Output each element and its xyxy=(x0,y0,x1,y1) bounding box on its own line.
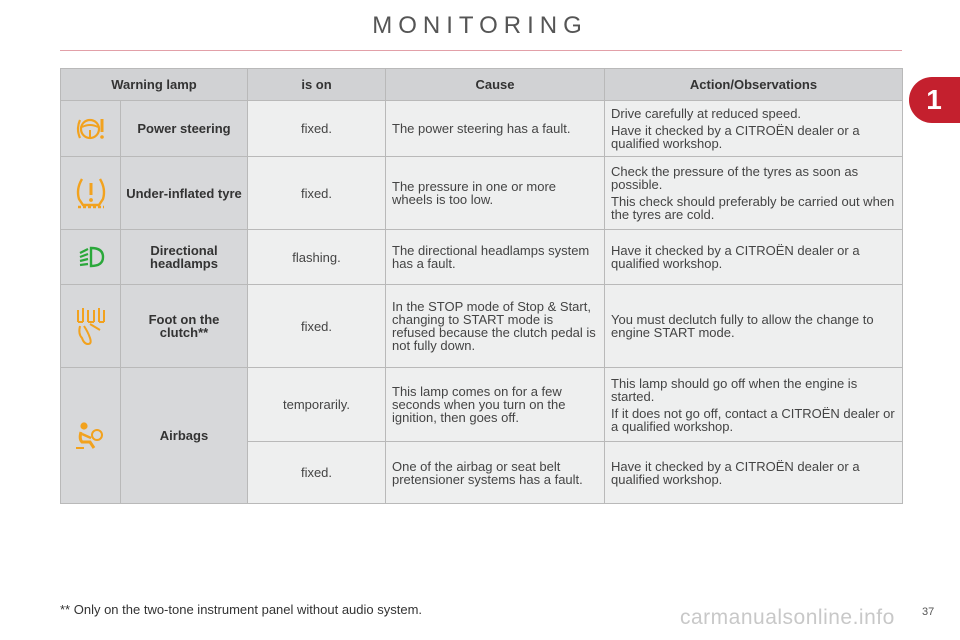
action-line: Have it checked by a CITROËN dealer or a qualified workshop. xyxy=(611,458,860,487)
lamp-icon-cell xyxy=(61,101,121,157)
lamp-icon-cell xyxy=(61,368,121,504)
lamp-label: Under-inflated tyre xyxy=(121,157,248,230)
header-cause: Cause xyxy=(386,69,605,101)
table-row xyxy=(61,230,903,285)
cause-text: The pressure in one or more wheels is too low. xyxy=(386,157,605,230)
is-on-value: flashing. xyxy=(248,230,386,285)
lamp-label: Airbags xyxy=(121,368,248,504)
action-text xyxy=(605,368,903,442)
airbag-icon xyxy=(62,421,119,451)
steering-wheel-warning-icon xyxy=(62,114,119,144)
table-header-row xyxy=(61,69,903,101)
is-on-value: fixed. xyxy=(248,442,386,504)
action-line: If it does not go off, contact a CITROËN dealer or a qualified workshop. xyxy=(611,405,895,434)
header-warning-lamp: Warning lamp xyxy=(61,69,248,101)
action-line: This lamp should go off when the engine is started. xyxy=(611,375,858,404)
lamp-label: Power steering xyxy=(121,101,248,157)
page-title: MONITORING xyxy=(372,12,588,39)
action-text xyxy=(605,285,903,368)
action-line: You must declutch fully to allow the change to engine START mode. xyxy=(611,312,874,340)
action-text xyxy=(605,157,903,230)
cause-text: This lamp comes on for a few seconds when you turn on the ignition, then goes off. xyxy=(386,368,605,442)
footnote: ** Only on the two-tone instrument panel without audio system. xyxy=(60,602,423,617)
foot-on-clutch-icon xyxy=(62,304,119,348)
tyre-pressure-warning-icon xyxy=(62,175,119,211)
lamp-label: Foot on the clutch** xyxy=(121,285,248,368)
lamp-label: Directional headlamps xyxy=(121,230,248,285)
table-row xyxy=(61,285,903,368)
is-on-value: fixed. xyxy=(248,101,386,157)
warning-lamp-table xyxy=(60,68,903,504)
table-row xyxy=(61,368,903,442)
cause-text: In the STOP mode of Stop & Start, changing to START mode is refused because the clutch pedal is not fully down. xyxy=(386,285,605,368)
action-line: Check the pressure of the tyres as soon as possible. xyxy=(611,164,859,192)
is-on-value: temporarily. xyxy=(248,368,386,442)
watermark: carmanualsonline.info xyxy=(680,606,895,629)
action-line: This check should preferably be carried out when the tyres are cold. xyxy=(611,194,895,222)
lamp-icon-cell xyxy=(61,285,121,368)
chapter-number: 1 xyxy=(926,84,942,115)
lamp-icon-cell xyxy=(61,230,121,285)
cause-text: The directional headlamps system has a fault. xyxy=(386,230,605,285)
header-action: Action/Observations xyxy=(605,69,903,101)
table-row xyxy=(61,157,903,230)
directional-headlamp-icon xyxy=(62,245,119,269)
cause-text: The power steering has a fault. xyxy=(386,101,605,157)
action-text xyxy=(605,442,903,504)
title-divider xyxy=(60,50,902,51)
lamp-icon-cell xyxy=(61,157,121,230)
action-line: Have it checked by a CITROËN dealer or a qualified workshop. xyxy=(611,123,860,151)
is-on-value: fixed. xyxy=(248,157,386,230)
action-line: Drive carefully at reduced speed. xyxy=(611,106,802,121)
table-row xyxy=(61,101,903,157)
page-number: 37 xyxy=(922,606,935,618)
header-is-on: is on xyxy=(248,69,386,101)
action-text xyxy=(605,230,903,285)
cause-text: One of the airbag or seat belt pretensioner systems has a fault. xyxy=(386,442,605,504)
chapter-tab xyxy=(909,77,960,123)
action-text xyxy=(605,101,903,157)
action-line: Have it checked by a CITROËN dealer or a qualified workshop. xyxy=(611,243,860,271)
is-on-value: fixed. xyxy=(248,285,386,368)
